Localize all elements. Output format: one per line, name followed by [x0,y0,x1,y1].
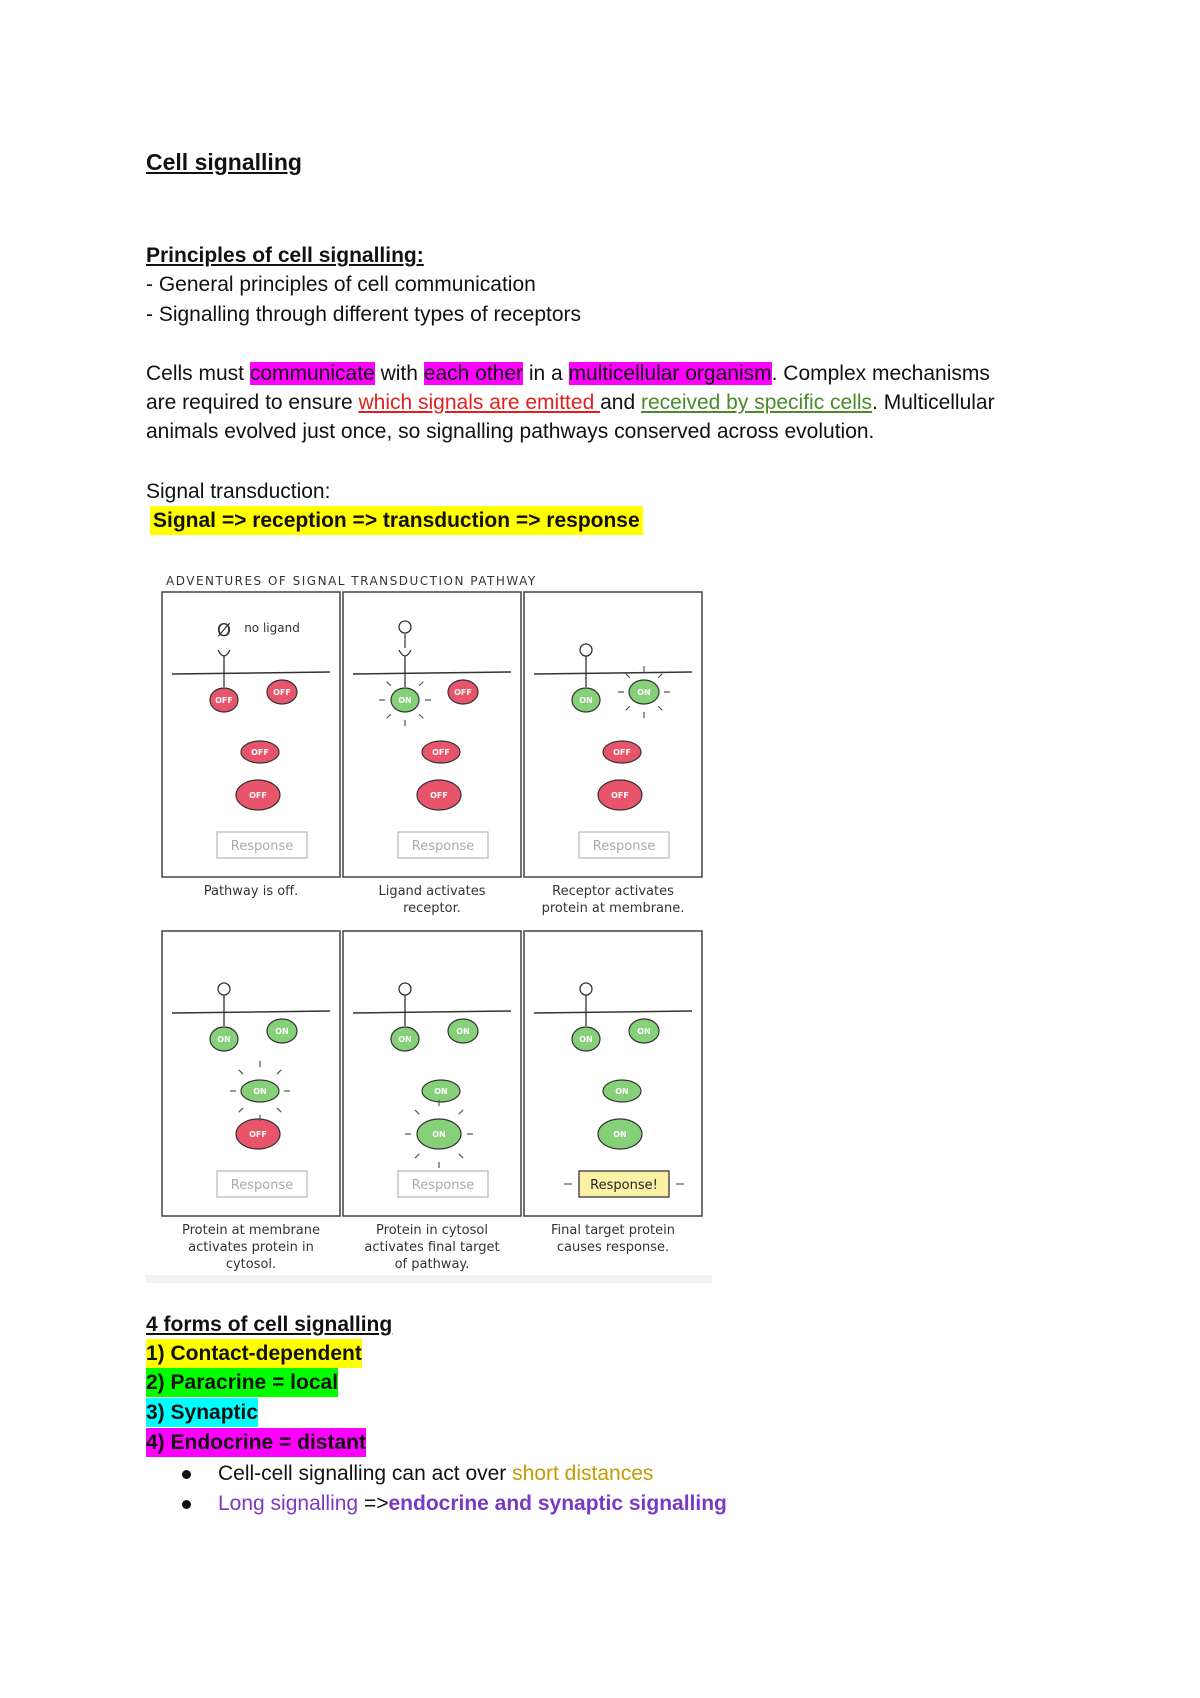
membrane-protein-label: ON [637,1027,651,1036]
panel-caption: Final target protein [551,1223,675,1238]
signal-transduction-label: Signal transduction: [146,480,331,503]
highlight-communicate: communicate [249,362,375,385]
membrane-protein-label: ON [637,688,651,697]
purple-bold-text: endocrine and synaptic signalling [388,1492,727,1515]
ligand [580,644,592,656]
paragraph-line-1 [146,359,990,388]
green-underlined-text: received by specific cells [640,391,873,414]
purple-text: Long signalling [218,1492,359,1515]
target-protein-label: OFF [430,791,448,800]
page-title: Cell signalling [146,149,302,175]
principles-item: - General principles of cell communication [146,273,536,296]
receptor-protein-label: ON [579,1035,593,1044]
paragraph-line-3: animals evolved just once, so signalling pathways conserved across evolution. [146,420,875,443]
membrane-protein-label: OFF [454,688,472,697]
bullet-dot [182,1500,191,1509]
response-label: Response [230,839,294,854]
membrane-protein-label: ON [275,1027,289,1036]
panel-caption: cytosol. [225,1257,277,1272]
target-protein-label: OFF [611,791,629,800]
forms-heading: 4 forms of cell signalling [146,1313,393,1336]
target-protein-label: ON [432,1130,446,1139]
receptor-protein-label: ON [579,696,593,705]
bullet-item-1 [218,1459,653,1488]
cytosol-protein-label: ON [434,1087,448,1096]
panel-caption: protein at membrane. [541,901,685,916]
panel-caption: of pathway. [394,1257,470,1272]
receptor-protein-label: ON [398,696,412,705]
receptor-protein-label: ON [217,1035,231,1044]
cytosol-protein-label: OFF [613,748,631,757]
ligand [580,983,592,995]
signal-transduction-chain: Signal => reception => transduction => response [150,506,643,535]
pathway-comic [146,568,712,1283]
no-ligand-symbol: Ø [216,620,232,641]
response-label: Response! [590,1178,658,1193]
text-run: in a [523,362,569,385]
text-run: Cells must [146,362,250,385]
text-run: . Complex mechanisms [771,362,990,385]
paragraph-line-2 [146,388,995,417]
target-protein-label: OFF [249,791,267,800]
text-run: are required to ensure [146,391,359,414]
principles-heading: Principles of cell signalling: [146,244,424,267]
response-label: Response [592,839,656,854]
highlight-each-other: each other [423,362,524,385]
panel-caption: Protein at membrane [181,1223,321,1238]
form-synaptic: 3) Synaptic [146,1398,258,1427]
form-contact-dependent: 1) Contact-dependent [146,1339,362,1368]
ligand [218,983,230,995]
text-run: . Multicellular [872,391,995,414]
panel-caption: activates final target [364,1240,500,1255]
form-paracrine: 2) Paracrine = local [146,1368,338,1397]
cytosol-protein-label: ON [253,1087,267,1096]
panel-caption: receptor. [403,901,461,916]
membrane-protein-label: ON [456,1027,470,1036]
response-label: Response [230,1178,294,1193]
bullet-item-2 [218,1489,727,1518]
receptor-protein-label: ON [398,1035,412,1044]
signal-transduction-figure [146,568,712,1283]
text-run: => [358,1492,389,1515]
panel-caption: Receptor activates [552,884,674,899]
text-run: Cell-cell signalling can act over [218,1462,513,1485]
text-run: with [374,362,424,385]
panel-caption: activates protein in [188,1240,314,1255]
figure-title: ADVENTURES OF SIGNAL TRANSDUCTION PATHWAY [166,574,537,588]
gold-text: short distances [512,1462,654,1485]
cytosol-protein-label: ON [615,1087,629,1096]
form-endocrine: 4) Endocrine = distant [146,1428,366,1457]
response-label: Response [411,1178,475,1193]
ligand [399,621,411,633]
bullet-dot [182,1470,191,1479]
panel-caption: Ligand activates [378,884,486,899]
membrane-protein-label: OFF [273,688,291,697]
panel-caption: causes response. [556,1240,670,1255]
ligand [399,983,411,995]
receptor-protein-label: OFF [215,696,233,705]
panel-caption: Protein in cytosol [376,1223,488,1238]
text-run: and [600,391,641,414]
target-protein-label: OFF [249,1130,267,1139]
panel-caption: Pathway is off. [203,884,299,899]
no-ligand-label: no ligand [244,621,300,635]
highlight-multicellular-organism: multicellular organism [568,362,772,385]
red-underlined-text: which signals are emitted [358,391,601,414]
response-label: Response [411,839,475,854]
cytosol-protein-label: OFF [251,748,269,757]
cytosol-protein-label: OFF [432,748,450,757]
target-protein-label: ON [613,1130,627,1139]
principles-item: - Signalling through different types of receptors [146,303,582,326]
